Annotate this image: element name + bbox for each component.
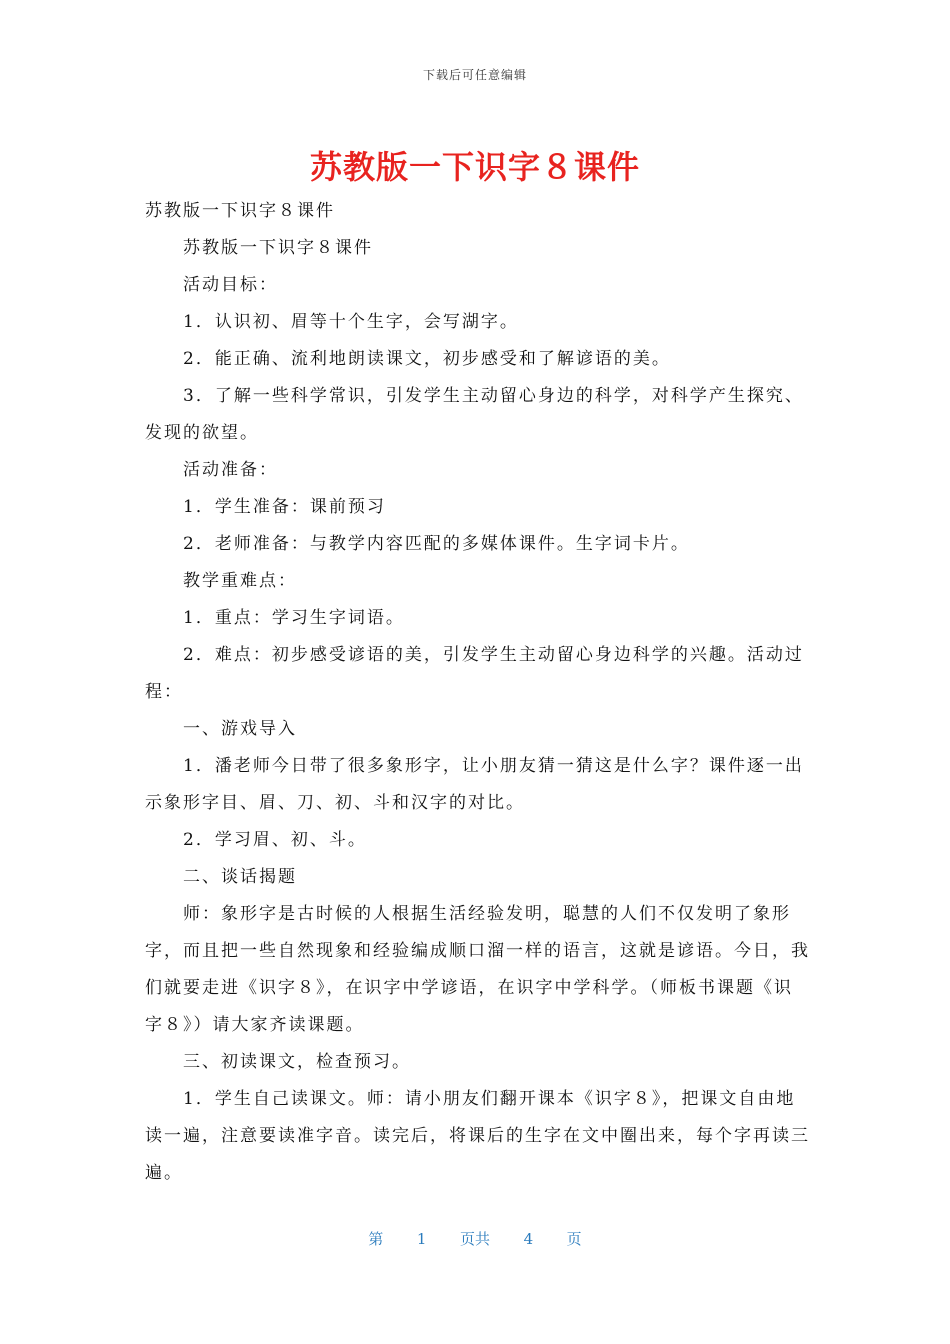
- footer-total-pages: 4: [523, 1230, 534, 1248]
- paragraph: 苏教版一下识字８课件: [145, 201, 335, 221]
- list-item: 1．潘老师今日带了很多象形字，让小朋友猜一猜这是什么字？课件逐一出示象形字目、眉、刀、初、斗和汉字的对比。: [145, 756, 804, 813]
- section-heading-talk: 二、谈话揭题: [183, 867, 297, 887]
- footer-middle: 页共: [459, 1230, 490, 1248]
- footer-suffix: 页: [566, 1230, 582, 1248]
- paragraph: 苏教版一下识字８课件: [183, 238, 373, 258]
- section-heading-goals: 活动目标：: [183, 275, 278, 295]
- section-heading-reading: 三、初读课文，检查预习。: [183, 1052, 411, 1072]
- list-item: 2．学习眉、初、斗。: [183, 830, 367, 850]
- list-item: 1．重点：学习生字词语。: [183, 608, 405, 628]
- section-heading-preparation: 活动准备：: [183, 460, 278, 480]
- list-item: 1．认识初、眉等十个生字，会写湖字。: [183, 312, 519, 332]
- section-heading-key-points: 教学重难点：: [183, 571, 297, 591]
- document-title: 苏教版一下识字８课件: [309, 148, 640, 186]
- list-item: 2．难点：初步感受谚语的美，引发学生主动留心身边科学的兴趣。活动过程：: [145, 645, 804, 702]
- footer-page-number: 1: [416, 1230, 427, 1248]
- list-item: 1．学生准备：课前预习: [183, 497, 386, 517]
- page-footer: [0, 1228, 950, 1249]
- list-item: 3．了解一些科学常识，引发学生主动留心身边的科学，对科学产生探究、发现的欲望。: [145, 386, 804, 443]
- paragraph: 师：象形字是古时候的人根据生活经验发明，聪慧的人们不仅发明了象形字，而且把一些自然现象和经验编成顺口溜一样的语言，这就是谚语。今日，我们就要走进《识字８》，在识字中学谚语，在识字中学科学。（师板书课题《识字８》）请大家齐读课题。: [145, 904, 810, 1035]
- list-item: 2．能正确、流利地朗读课文，初步感受和了解谚语的美。: [183, 349, 671, 369]
- header-note: 下载后可任意编辑: [422, 68, 527, 82]
- list-item: 1．学生自己读课文。师：请小朋友们翻开课本《识字８》，把课文自由地读一遍，注意要读准字音。读完后，将课后的生字在文中圈出来，每个字再读三遍。: [145, 1089, 810, 1183]
- footer-prefix: 第: [368, 1230, 384, 1248]
- section-heading-game: 一、游戏导入: [183, 719, 297, 739]
- document-body: [145, 193, 810, 1192]
- list-item: 2．老师准备：与教学内容匹配的多媒体课件。生字词卡片。: [183, 534, 690, 554]
